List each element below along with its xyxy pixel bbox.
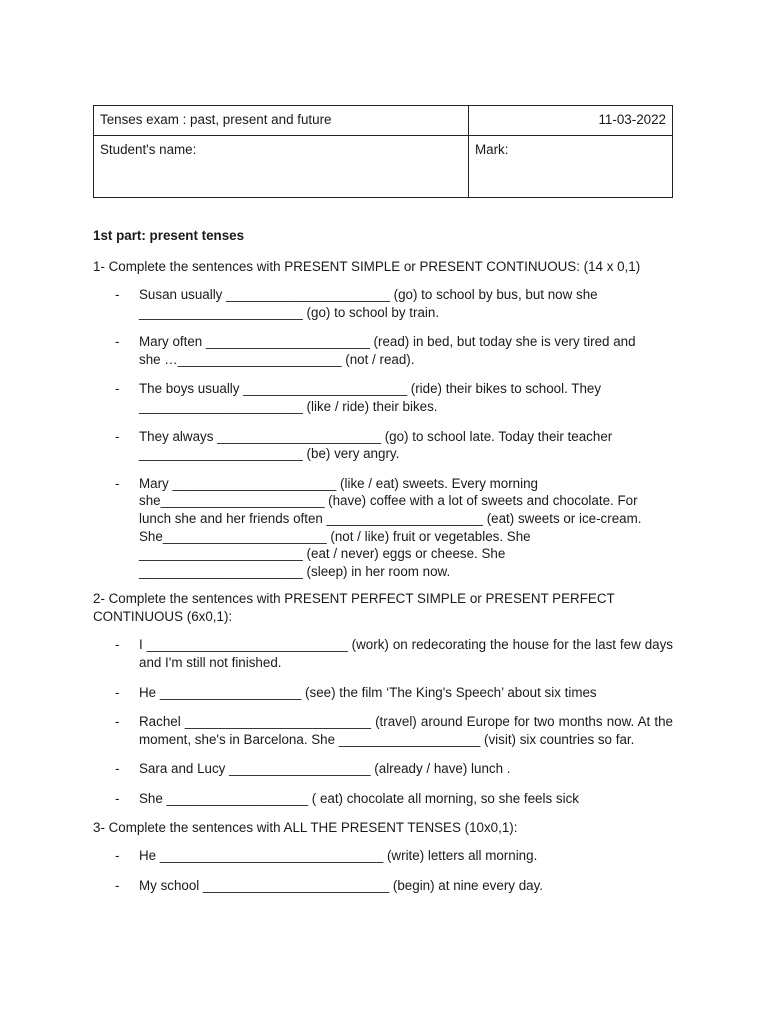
q2-list [93, 636, 673, 807]
list-item [93, 790, 673, 808]
sentence-line: The boys usually ______________________ (ride) their bikes to school. They [139, 381, 602, 397]
sentence-line: ______________________ (like / ride) their bikes. [139, 398, 438, 414]
sentence-line: Susan usually ______________________ (go) to school by bus, but now she [139, 287, 598, 302]
dash-bullet: - [115, 848, 120, 864]
part1-title: 1st part: present tenses [93, 228, 245, 243]
sentence-line: Mary often ______________________ (read) in bed, but today she is very tired and [139, 334, 636, 350]
exam-title: Tenses exam : past, present and future [94, 106, 469, 136]
sentence-line: Mary ______________________ (like / eat) sweets. Every morning [139, 475, 538, 491]
student-name-field: Student's name: [94, 136, 469, 198]
sentence-text: Sara and Lucy ___________________ (already / have) lunch . [139, 761, 511, 777]
q2-instruction-line: CONTINUOUS (6x0,1): [93, 609, 233, 625]
sentence-text: She ___________________ ( eat) chocolate all morning, so she feels sick [139, 790, 579, 806]
q3-instruction: 3- Complete the sentences with ALL THE PRESENT TENSES (10x0,1): [93, 820, 518, 836]
q2-instruction [93, 590, 673, 626]
q2-instruction-line: 2- Complete the sentences with PRESENT PERFECT SIMPLE or PRESENT PERFECT [93, 591, 615, 607]
sentence-text: I ___________________________ (work) on redecorating the house for the last few days and I'm still not finished. [139, 637, 673, 670]
sentence-text: He ___________________ (see) the film ‘The King's Speech’ about six times [139, 684, 597, 700]
exam-page [93, 105, 673, 895]
dash-bullet: - [115, 428, 120, 444]
sentence-line: ______________________ (sleep) in her room now. [139, 563, 451, 579]
dash-bullet: - [115, 761, 120, 777]
sentence-line: They always ______________________ (go) to school late. Today their teacher [139, 428, 613, 444]
q3-list [93, 847, 673, 894]
list-item [93, 286, 673, 321]
sentence-line: she …______________________ (not / read). [139, 351, 415, 367]
sentence-line: ______________________ (go) to school by train. [139, 304, 440, 320]
list-item [93, 713, 673, 748]
dash-bullet: - [115, 287, 120, 302]
sentence-line: lunch she and her friends often _____________________ (eat) sweets or ice-cream. [139, 510, 642, 526]
exam-date: 11-03-2022 [469, 106, 673, 136]
exam-header-table [93, 105, 673, 198]
list-item [93, 760, 673, 778]
sentence-line: ______________________ (eat / never) eggs or cheese. She [139, 546, 506, 562]
sentence-text: Rachel _________________________ (travel) around Europe for two months now. At the moment, she's in Barcelona. She ___________________ (visit) six countries so far. [139, 714, 673, 747]
list-item [93, 475, 673, 581]
list-item [93, 877, 673, 895]
list-item [93, 333, 673, 368]
dash-bullet: - [115, 790, 120, 806]
list-item [93, 847, 673, 865]
dash-bullet: - [115, 334, 120, 350]
sentence-line: ______________________ (be) very angry. [139, 446, 400, 462]
sentence-text: My school _________________________ (begin) at nine every day. [139, 878, 544, 894]
list-item [93, 428, 673, 463]
sentence-text: He ______________________________ (write) letters all morning. [139, 848, 538, 864]
list-item [93, 684, 673, 702]
dash-bullet: - [115, 381, 120, 397]
list-item [93, 380, 673, 415]
sentence-line: She______________________ (not / like) fruit or vegetables. She [139, 528, 531, 544]
dash-bullet: - [115, 714, 120, 730]
mark-field: Mark: [469, 136, 673, 198]
sentence-line: she______________________ (have) coffee with a lot of sweets and chocolate. For [139, 493, 638, 509]
dash-bullet: - [115, 475, 120, 491]
q1-list [93, 286, 673, 580]
q1-instruction: 1- Complete the sentences with PRESENT SIMPLE or PRESENT CONTINUOUS: (14 x 0,1) [93, 259, 641, 274]
dash-bullet: - [115, 637, 120, 653]
list-item [93, 636, 673, 671]
dash-bullet: - [115, 684, 120, 700]
dash-bullet: - [115, 878, 120, 894]
